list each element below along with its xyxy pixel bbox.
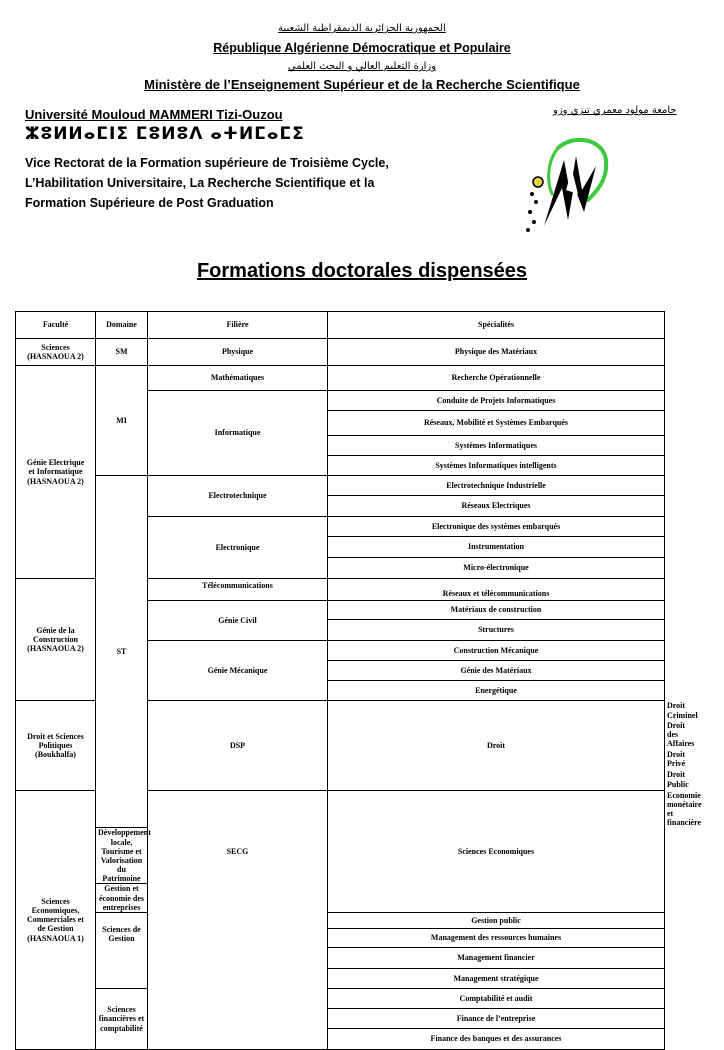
specialite-cell: Finance des banques et des assurances <box>328 1029 665 1050</box>
specialite-cell: Conduite de Projets Informatiques <box>328 391 665 411</box>
filiere-cell: Electrotechnique <box>148 476 328 517</box>
table-row <box>16 366 665 391</box>
table-row: Droit Public <box>667 770 689 789</box>
domain-cell: SM <box>96 339 148 366</box>
vice-rectorat-line-1: Vice Rectorat de la Formation supérieure de Troisième Cycle, <box>25 156 389 170</box>
filiere-cell: Sciences de Gestion <box>96 913 148 989</box>
table-row: Droit des Affaires <box>667 721 695 749</box>
specialite-cell: Matériaux de construction <box>328 601 665 620</box>
faculty-cell: Sciences Economiques, Commerciales et de Gestion (HASNAOUA 1) <box>16 790 96 1049</box>
column-header-faculte: Faculté <box>16 312 96 339</box>
specialite-cell: Réseaux et télécommunications <box>328 579 665 601</box>
table-row <box>16 339 665 366</box>
domain-cell: MI <box>96 366 148 476</box>
table-row <box>16 913 665 929</box>
domain-cell: DSP <box>148 701 328 791</box>
specialite-cell: Management financier <box>328 948 665 969</box>
table-header-row <box>16 312 665 339</box>
specialite-cell: Structures <box>328 620 665 641</box>
column-header-specialites: Spécialités <box>328 312 665 339</box>
university-name-arabic: جامعة مولود معمري تيزي وزو <box>553 105 677 116</box>
arabic-ministry-heading: وزارة التعليم العالي و البحث العلمي <box>287 61 437 72</box>
arabic-republic-heading: الجمهورية الجزائرية الديمقراطية الشعبية <box>278 23 446 34</box>
republic-heading: République Algérienne Démocratique et Populaire <box>213 41 511 55</box>
specialite-cell: Management stratégique <box>328 969 665 989</box>
specialite-cell: Micro-électronique <box>328 558 665 579</box>
filiere-cell: Génie Mécanique <box>148 641 328 701</box>
domain-cell: ST <box>96 476 148 828</box>
filiere-cell: Physique <box>148 339 328 366</box>
specialite-cell: Systèmes Informatiques <box>328 436 665 456</box>
specialite-cell: Gestion public <box>328 913 665 929</box>
table-row: Sciences Economiques, Commerciales et de Gestion (HASNAOUA 1) SECG Sciences Economiques Economie monétaire et financière <box>16 790 665 828</box>
table-row <box>16 989 665 1009</box>
filiere-cell: Electronique <box>148 517 328 579</box>
table-row <box>16 476 665 496</box>
specialite-cell: Instrumentation <box>328 537 665 558</box>
filiere-cell: Télécommunications <box>148 579 328 601</box>
university-name: Université Mouloud MAMMERI Tizi-Ouzou <box>25 107 283 122</box>
vice-rectorat-line-2: L’Habilitation Universitaire, La Recherche Scientifique et la <box>25 176 375 190</box>
specialite-cell: Systèmes Informatiques intelligents <box>328 456 665 476</box>
specialite-cell: Réseaux, Mobilité et Systèmes Embarqués <box>328 411 665 436</box>
specialite-cell: Electrotechnique Industrielle <box>328 476 665 496</box>
table-row: Droit et Sciences Politiques (Boukhalfa) DSP Droit Droit Criminel <box>16 701 665 721</box>
specialite-cell: Génie des Matériaux <box>328 661 665 681</box>
filiere-cell: Mathématiques <box>148 366 328 391</box>
university-logo-icon <box>518 130 618 242</box>
specialite-cell: Finance de l’entreprise <box>328 1009 665 1029</box>
specialite-cell: Construction Mécanique <box>328 641 665 661</box>
specialite-cell: Physique des Matériaux <box>328 339 665 366</box>
specialite-cell: Management des ressources humaines <box>328 929 665 948</box>
column-header-domaine: Domaine <box>96 312 148 339</box>
ministry-heading: Ministère de l’Enseignement Supérieur et de la Recherche Scientifique <box>144 77 580 92</box>
faculty-cell: Droit et Sciences Politiques (Boukhalfa) <box>16 701 96 791</box>
specialite-cell: Comptabilité et audit <box>328 989 665 1009</box>
specialite-cell: Energétique <box>328 681 665 701</box>
filiere-cell: Génie Civil <box>148 601 328 641</box>
specialite-cell: Electronique des systèmes embarqués <box>328 517 665 537</box>
formations-table <box>15 311 702 1050</box>
specialite-cell: Développement locale, Tourisme et Valorisation du Patrimoine <box>96 828 148 884</box>
domain-cell: SECG <box>148 790 328 1049</box>
university-name-tifinagh: ⵣⵓⵍⵍⴰⵎⵏⵉ ⵎⵓⵍⵓⴷ ⴰⵜⵍⵎⴰⵎⵉ <box>25 124 305 144</box>
page-title: Formations doctorales dispensées <box>196 260 528 282</box>
filiere-cell: Sciences financières et comptabilité <box>96 989 148 1050</box>
filiere-cell: Sciences Economiques <box>328 790 665 912</box>
filiere-cell: Droit <box>328 701 665 791</box>
faculty-cell: Sciences (HASNAOUA 2) <box>16 339 96 366</box>
specialite-cell: Recherche Opérationnelle <box>328 366 665 391</box>
filiere-cell: Informatique <box>148 391 328 476</box>
column-header-filiere: Filière <box>148 312 328 339</box>
table-row: Droit Privé <box>667 749 686 769</box>
faculty-cell: Génie de la Construction (HASNAOUA 2) <box>16 579 96 701</box>
vice-rectorat-line-3: Formation Supérieure de Post Graduation <box>25 196 274 210</box>
specialite-cell: Gestion et économie des entreprises <box>96 884 148 913</box>
faculty-cell: Génie Electrique et Informatique (HASNAOUA 2) <box>16 366 96 579</box>
specialite-cell: Réseaux Electriques <box>328 496 665 517</box>
